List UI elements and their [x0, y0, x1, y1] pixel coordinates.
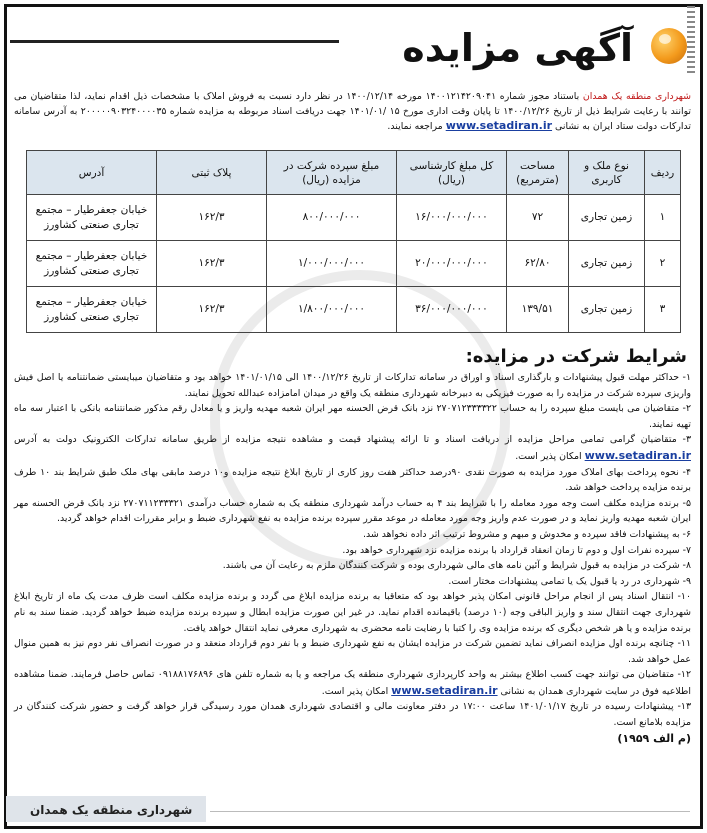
- col-deposit: مبلغ سپرده شرکت در مزایده (ریال): [267, 151, 397, 195]
- footer-signature: شهرداری منطقه یک همدان: [30, 803, 193, 817]
- col-expert-price: کل مبلغ کارشناسی (ریال): [397, 151, 507, 195]
- condition-item-3-link[interactable]: www.setadiran.ir: [584, 448, 691, 462]
- cell-expert-price: ۱۶/۰۰۰/۰۰۰/۰۰۰: [397, 195, 507, 241]
- cell-property-type: زمین تجاری: [569, 195, 645, 241]
- cell-row-number: ۳: [645, 287, 681, 333]
- intro-link[interactable]: www.setadiran.ir: [445, 119, 553, 132]
- intro-paragraph: [14, 90, 691, 135]
- header: [10, 6, 697, 84]
- condition-item: ۱۰- انتقال اسناد پس از انجام مراحل قانونی امکان پذیر خواهد بود که متعاقبا به برنده مزایده ابلاغ می گردد و برنده مزایده مکلف است ظرف مدت یک ماه از تاریخ ابلاغ شهرداری جهت انتقال سند و واریز الباقی وجه (۱۰ درصد) باقیمانده اقدام نماید. در غیر این صورت مزایده ابطال و سپرده برنده مزایده ضبط خواهد گردید. ضمنا سند به نام برنده مزایده و یا هر شخص دیگری که برنده مزایده وی را کتبا با رضایت نامه محضری به شهرداری معرفی نماید انتقال خواهد یافت.: [14, 591, 691, 634]
- condition-item-12-tail: امکان پذیر است.: [321, 685, 392, 697]
- condition-item: ۸- شرکت در مزایده به قبول شرایط و آئین نامه های مالی شهرداری بوده و شرکت کنندگان ملزم به رعایت آن می باشند.: [222, 560, 691, 572]
- cell-address: خیابان جعفرطیار – مجتمع تجاری صنعتی کشاورز: [27, 241, 157, 287]
- conditions-title: شرایط شرکت در مزایده:: [465, 346, 687, 367]
- cell-deposit: ۱/۰۰۰/۰۰۰/۰۰۰: [267, 241, 397, 287]
- cell-deposit: ۸۰۰/۰۰۰/۰۰۰: [267, 195, 397, 241]
- properties-table: [26, 150, 681, 333]
- cell-registration-plate: ۱۶۲/۳: [157, 287, 267, 333]
- decorative-dots: [687, 6, 695, 76]
- condition-item: ۶- به پیشنهادات فاقد سپرده و مخدوش و مبهم و مشروط ترتیب اثر داده نخواهد شد.: [363, 528, 691, 540]
- cell-address: خیابان جعفرطیار – مجتمع تجاری صنعتی کشاورز: [27, 195, 157, 241]
- cell-row-number: ۱: [645, 195, 681, 241]
- condition-item: ۱- حداکثر مهلت قبول پیشنهادات و بارگذاری اسناد و اوراق در سامانه تدارکات از تاریخ ۱۴۰۰/۱۲/۲۶ الی ۱۴۰۱/۰۱/۱۵ خواهد بود و متقاضیان میبایستی ضمانتنامه یا اصل فیش واریزی سپرده شرکت در مزایده را به صورت فیزیکی به دبیرخانه شهرداری منطقه یک واقع در میدان امامزاده عبدالله تحویل نمایند.: [14, 372, 691, 399]
- condition-item: ۲- متقاضیان می بایست مبلغ سپرده را به حساب ۲۷۰۷۱۲۳۳۳۳۲۲ نزد بانک قرض الحسنه مهر ایران شعبه مهدیه واریز و یا معادل رقم مذکور ضمانتنامه بانکی با اعتبار سه ماه تهیه نمایند.: [14, 403, 691, 430]
- intro-text: باستناد مجوز شماره ۱۴۰۰۱۲۱۴۲۰۹۰۴۱ مورخه ۱۴۰۰/۱۲/۱۴ در نظر دارد نسبت به فروش املاک با مشخصات ذیل اقدام نماید، لذا متقاضیان می توانند با رعایت شرایط ذیل از تاریخ ۱۴۰۰/۱۲/۲۶ تا پایان وقت اداری مورخ ۱۵ /۱۴۰۱/۰۱ جهت دریافت اسناد مربوطه به مزایده شماره ۲۰۰۰۰۰۹۰۳۲۴۰۰۰۰۳۵ به آدرس سامانه تدارکات دولت ستاد ایران به نشانی: [14, 91, 692, 132]
- condition-item-12-text: ۱۲- متقاضیان می توانند جهت کسب اطلاع بیشتر به واحد کارپردازی شهرداری منطقه یک مراجعه و یا به شماره تلفن های ۰۹۱۸۸۱۷۶۸۹۶ تماس حاصل فرمایند. ضمنا مشاهده اطلاعیه فوق در سایت شهرداری همدان به نشانی: [14, 669, 691, 697]
- footer-divider: [210, 811, 690, 812]
- cell-property-type: زمین تجاری: [569, 241, 645, 287]
- condition-item-12-link[interactable]: www.setadiran.ir: [391, 683, 498, 697]
- table-row: [27, 241, 681, 287]
- condition-item: ۵- برنده مزایده مکلف است وجه مورد معامله را با شرایط بند ۴ به حساب درآمد شهرداری منطقه یک به شماره حساب درآمدی ۲۷۰۷۱۱۲۳۳۳۲۱ نزد بانک قرض الحسنه مهر ایران شعبه مهدیه واریز نماید و در صورت عدم واریز وجه مورد معامله در موعد مقرر سپرده برنده مزایده به نفع شهرداری ضبط و برابر مقررات اقدام خواهد گردید.: [14, 497, 691, 525]
- condition-item: ۱۱- چنانچه برنده اول مزایده انصراف نماید تضمین شرکت در مزایده ایشان به نفع شهرداری ضبط و با نفر دوم قرارداد منعقد و در صورت انصراف نفر دوم نیز به همین منوال عمل خواهد شد.: [14, 638, 691, 665]
- conditions-list: [14, 370, 691, 746]
- condition-item-3-tail: امکان پذیر است.: [515, 450, 585, 462]
- cell-property-type: زمین تجاری: [569, 287, 645, 333]
- cell-registration-plate: ۱۶۲/۳: [157, 195, 267, 241]
- orange-orb-icon: [651, 28, 687, 64]
- cell-deposit: ۱/۸۰۰/۰۰۰/۰۰۰: [267, 287, 397, 333]
- table-header-row: [27, 151, 681, 195]
- cell-area: ۷۲: [507, 195, 569, 241]
- table-row: [27, 195, 681, 241]
- col-area: مساحت (مترمربع): [507, 151, 569, 195]
- condition-item: [14, 432, 691, 464]
- col-row-number: ردیف: [645, 151, 681, 195]
- col-property-type: نوع ملک و کاربری: [569, 151, 645, 195]
- table-row: [27, 287, 681, 333]
- cell-registration-plate: ۱۶۲/۳: [157, 241, 267, 287]
- condition-item: ۱۳- پیشنهادات رسیده در تاریخ ۱۴۰۱/۰۱/۱۷ ساعت ۱۷:۰۰ در دفتر معاونت مالی و اقتصادی شهرداری همدان مورد رسیدگی قرار خواهد گرفت و حضور شرکت کنندگان در مزایده بلامانع است.: [14, 701, 691, 729]
- col-registration-plate: پلاک ثبتی: [157, 151, 267, 195]
- cell-area: ۶۲/۸۰: [507, 241, 569, 287]
- notice-code: (م الف ۱۹۵۹): [617, 731, 691, 745]
- intro-org: شهرداری منطقه یک همدان: [582, 91, 691, 102]
- condition-item: ۴- نحوه پرداخت بهای املاک مورد مزایده به صورت نقدی ۹۰درصد حداکثر هفت روز کاری از تاریخ ابلاغ نتیجه مزایده و۱۰ درصد مابقی بهای ملک طبق شرایط بند ۱۰ طرف برنده مزایده پرداخت خواهد شد.: [14, 466, 691, 494]
- cell-area: ۱۳۹/۵۱: [507, 287, 569, 333]
- condition-item-3-text: ۳- متقاضیان گرامی تمامی مراحل مزایده از دریافت اسناد و تا ارائه پیشنهاد قیمت و مشاهده نتیجه مزایده از طریق سامانه تدارکات الکترونیک دولت به آدرس: [14, 434, 691, 446]
- condition-item: ۹- شهرداری در رد یا قبول یک یا تمامی پیشنهادات مختار است.: [448, 575, 691, 587]
- cell-expert-price: ۲۰/۰۰۰/۰۰۰/۰۰۰: [397, 241, 507, 287]
- intro-tail: مراجعه نمایند.: [387, 121, 446, 132]
- page-title: آگهی مزایده: [339, 26, 639, 70]
- col-address: آدرس: [27, 151, 157, 195]
- condition-item: [14, 667, 691, 699]
- cell-row-number: ۲: [645, 241, 681, 287]
- condition-item: ۷- سپرده نفرات اول و دوم تا زمان انعقاد قرارداد با برنده مزایده نزد شهرداری خواهد بود.: [342, 544, 691, 556]
- cell-expert-price: ۳۶/۰۰۰/۰۰۰/۰۰۰: [397, 287, 507, 333]
- cell-address: خیابان جعفرطیار – مجتمع تجاری صنعتی کشاورز: [27, 287, 157, 333]
